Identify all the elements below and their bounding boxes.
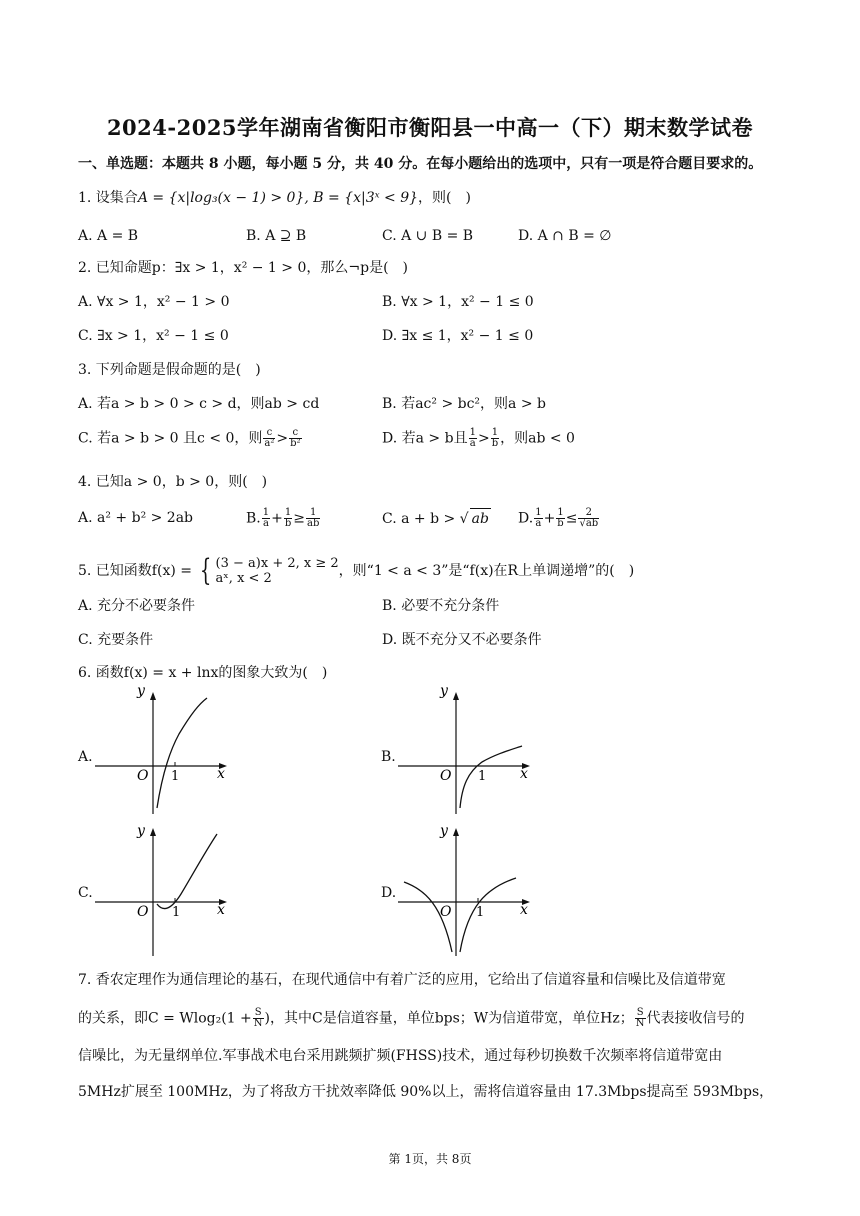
section-heading: 一、单选题：本题共 8 小题，每小题 5 分，共 40 分。在每小题给出的选项中，只有一项是符合题目要求的。 <box>78 156 763 172</box>
q1-option-c: C. A ∪ B = B <box>382 228 474 244</box>
q1-sets: A = {x|log₃(x − 1) > 0}, B = {x|3ˣ < 9} <box>137 190 419 206</box>
q1-suffix: ，则( ) <box>418 190 471 206</box>
exam-title: 2024-2025学年湖南省衡阳市衡阳县一中高一（下）期末数学试卷 <box>106 115 754 140</box>
q4-option-b: B. $\frac{1}{a}$ + $\frac{1}{b}$ ≥ $\frac{1}{ab}$ <box>246 507 320 529</box>
question-7-line-2: 的关系，即C = Wlog₂(1 + $\frac{S}{N}$ )，其中C是信道容量，单位bps；W为信道带宽，单位Hz； $\frac{S}{N}$ 代表接收信号的 <box>78 1007 745 1029</box>
q2-option-a: A. ∀x > 1，x² − 1 > 0 <box>78 294 230 310</box>
question-7-line-1: 7. 香农定理作为通信理论的基石，在现代通信中有着广泛的应用，它给出了信道容量和信噪比及信道带宽 <box>78 972 726 988</box>
q5-option-a: A. 充分不必要条件 <box>78 598 196 614</box>
svg-text:y: y <box>137 686 145 699</box>
svg-text:y: y <box>440 823 448 839</box>
q1-option-b: B. A ⊇ B <box>246 228 307 244</box>
svg-text:O: O <box>440 768 452 784</box>
svg-text:O: O <box>137 768 149 784</box>
q1-prefix: 1. 设集合 <box>78 190 138 206</box>
question-7-line-3: 信噪比，为无量纲单位.军事战术电台采用跳频扩频(FHSS)技术，通过每秒切换数千次频率将信道带宽由 <box>78 1048 723 1064</box>
q3-d-frac-2: $\frac{1}{b}$ <box>491 427 499 449</box>
q4-option-c: C. a + b > √ ab <box>382 508 491 529</box>
q1-option-a: A. A = B <box>78 228 139 244</box>
graph-label-b: B. <box>381 749 396 765</box>
svg-text:1: 1 <box>476 905 485 920</box>
page-footer: 第 1页，共 8页 <box>388 1152 472 1166</box>
q3-option-a: A. 若a > b > 0 > c > d，则ab > cd <box>78 396 320 412</box>
graph-d <box>398 822 538 958</box>
graph-a <box>95 686 235 816</box>
q1-option-d: D. A ∩ B = ∅ <box>518 228 612 244</box>
question-6-stem: 6. 函数f(x) = x + lnx的图象大致为( ) <box>78 665 328 681</box>
question-7-line-4: 5MHz扩展至 100MHz，为了将敌方干扰效率降低 90%以上，需将信道容量由 17.3Mbps提高至 593Mbps， <box>78 1084 774 1100</box>
q4-option-a: A. a² + b² > 2ab <box>78 510 194 526</box>
q3-option-d: D. 若a > b且 $\frac{1}{a}$ > $\frac{1}{b}$ ，则ab < 0 <box>382 427 575 449</box>
question-3-stem: 3. 下列命题是假命题的是( ) <box>78 362 261 378</box>
svg-text:x: x <box>217 902 225 918</box>
question-2-stem: 2. 已知命题p：∃x > 1，x² − 1 > 0，那么¬p是( ) <box>78 260 408 276</box>
question-4-stem: 4. 已知a > 0，b > 0，则( ) <box>78 474 268 490</box>
q2-option-b: B. ∀x > 1，x² − 1 ≤ 0 <box>382 294 534 310</box>
q3-option-c: C. 若a > b > 0 且c < 0，则 $\frac{c}{\text{a²}}$ > $\frac{c}{\text{b²}}$ <box>78 427 301 449</box>
graph-label-a: A. <box>78 749 93 765</box>
piecewise-brace: { (3 − a)x + 2, x ≥ 2 aˣ, x < 2 <box>200 553 339 588</box>
graph-label-d: D. <box>381 885 397 901</box>
graph-c <box>95 822 235 958</box>
q3-d-frac-1: $\frac{1}{a}$ <box>469 427 476 449</box>
svg-text:x: x <box>217 766 225 782</box>
svg-text:1: 1 <box>171 769 180 784</box>
piecewise-case-2: aˣ, x < 2 <box>215 571 272 586</box>
q3-option-b: B. 若ac² > bc²，则a > b <box>382 396 546 412</box>
piecewise-case-1: (3 − a)x + 2, x ≥ 2 <box>215 556 339 571</box>
q5-option-d: D. 既不充分又不必要条件 <box>382 632 542 648</box>
svg-text:y: y <box>137 823 145 839</box>
svg-text:O: O <box>440 904 452 920</box>
q5-option-c: C. 充要条件 <box>78 632 154 648</box>
q4-option-d: D. $\frac{1}{a}$ + $\frac{1}{b}$ ≤ $\frac{2}{√ab}$ <box>518 507 599 529</box>
q3-d-suffix: ，则ab < 0 <box>500 430 575 447</box>
q5-option-b: B. 必要不充分条件 <box>382 598 500 614</box>
svg-text:1: 1 <box>172 905 181 920</box>
question-1-stem <box>78 188 471 208</box>
q3-c-prefix: C. 若a > b > 0 且c < 0，则 <box>78 430 263 447</box>
q2-option-d: D. ∃x ≤ 1，x² − 1 ≤ 0 <box>382 328 534 344</box>
q2-option-c: C. ∃x > 1，x² − 1 ≤ 0 <box>78 328 229 344</box>
graph-b <box>398 686 538 816</box>
svg-text:1: 1 <box>478 769 487 784</box>
q3-c-frac-1: $\frac{c}{\text{a²}}$ <box>264 427 275 449</box>
svg-text:x: x <box>520 766 528 782</box>
q3-d-prefix: D. 若a > b且 <box>382 430 468 447</box>
q3-c-frac-2: $\frac{c}{\text{b²}}$ <box>290 427 301 449</box>
svg-text:y: y <box>440 686 448 699</box>
svg-text:O: O <box>137 904 149 920</box>
svg-text:x: x <box>520 902 528 918</box>
graph-label-c: C. <box>78 885 93 901</box>
question-5-stem: 5. 已知函数f(x) = { (3 − a)x + 2, x ≥ 2 aˣ, x < 2 ，则“1 < a < 3”是“f(x)在R上单调递增”的( ) <box>78 553 635 588</box>
